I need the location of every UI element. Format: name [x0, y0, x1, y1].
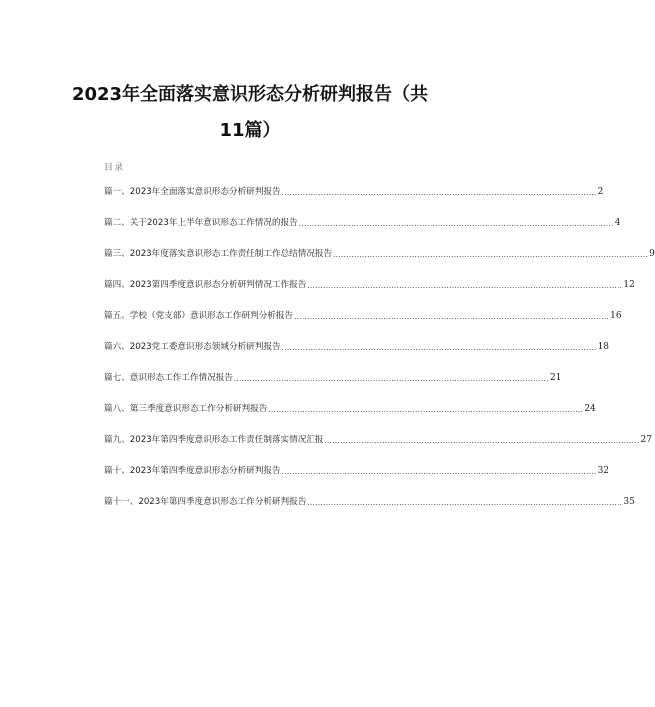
toc-entry-page-number: 9	[649, 249, 655, 259]
toc-entry-page-number: 18	[597, 342, 610, 352]
toc-entry-label: 篇一、2023年全面落实意识形态分析研判报告	[104, 187, 281, 197]
toc-entry-7[interactable]	[104, 372, 562, 403]
table-of-contents	[104, 186, 655, 527]
document-title-line-1: 2023年全面落实意识形态分析研判报告（共	[71, 84, 429, 105]
dot-leader: ........................................................................................................................	[294, 313, 610, 321]
toc-entry-page-number: 2	[597, 187, 604, 197]
dot-leader: ........................................................................................................................	[307, 282, 623, 290]
toc-entry-11[interactable]	[104, 496, 635, 527]
toc-entry-8[interactable]	[104, 403, 596, 434]
toc-entry-label: 篇十、2023年第四季度意识形态分析研判报告	[104, 466, 281, 476]
toc-entry-label: 篇八、第三季度意识形态工作分析研判报告	[104, 404, 268, 414]
toc-entry-page-number: 27	[640, 435, 652, 445]
toc-entry-label: 篇二、关于2023年上半年意识形态工作情况的报告	[104, 218, 298, 228]
dot-leader: ........................................................................................................................	[333, 251, 649, 259]
toc-entry-page-number: 16	[610, 311, 622, 321]
toc-entry-page-number: 35	[623, 497, 635, 507]
dot-leader: ........................................................................................................................	[268, 406, 584, 414]
toc-entry-label: 篇七、意识形态工作工作情况报告	[104, 373, 233, 383]
toc-entry-10[interactable]	[104, 465, 610, 496]
toc-entry-5[interactable]	[104, 310, 622, 341]
toc-entry-label: 篇六、2023党工委意识形态领域分析研判报告	[104, 342, 281, 352]
dot-leader: ........................................................................................................................	[298, 220, 614, 228]
toc-entry-2[interactable]	[104, 217, 621, 248]
toc-entry-label: 篇九、2023年第四季度意识形态工作责任制落实情况汇报	[104, 435, 324, 445]
toc-entry-page-number: 12	[623, 280, 635, 290]
toc-entry-page-number: 4	[614, 218, 621, 228]
toc-entry-label: 篇三、2023年度落实意识形态工作责任制工作总结情况报告	[104, 249, 333, 259]
dot-leader: ........................................................................................................................	[281, 189, 597, 197]
toc-entry-page-number: 32	[597, 466, 610, 476]
dot-leader: ........................................................................................................................	[233, 375, 549, 383]
toc-entry-label: 篇十一、2023年第四季度意识形态工作分析研判报告	[104, 497, 307, 507]
document-title-line-2: 11篇）	[219, 120, 281, 141]
dot-leader: ........................................................................................................................	[324, 437, 640, 445]
toc-entry-6[interactable]	[104, 341, 610, 372]
toc-entry-label: 篇五、学校（党支部）意识形态工作研判分析报告	[104, 311, 294, 321]
toc-entry-9[interactable]	[104, 434, 652, 465]
toc-entry-4[interactable]	[104, 279, 635, 310]
toc-entry-3[interactable]	[104, 248, 655, 279]
dot-leader: ........................................................................................................................	[307, 499, 623, 507]
toc-entry-page-number: 24	[584, 404, 596, 414]
dot-leader: ........................................................................................................................	[281, 344, 597, 352]
toc-entry-page-number: 21	[549, 373, 562, 383]
toc-heading: 目录	[104, 163, 125, 173]
toc-entry-label: 篇四、2023第四季度意识形态分析研判情况工作报告	[104, 280, 307, 290]
dot-leader: ........................................................................................................................	[281, 468, 597, 476]
toc-entry-1[interactable]	[104, 186, 604, 217]
